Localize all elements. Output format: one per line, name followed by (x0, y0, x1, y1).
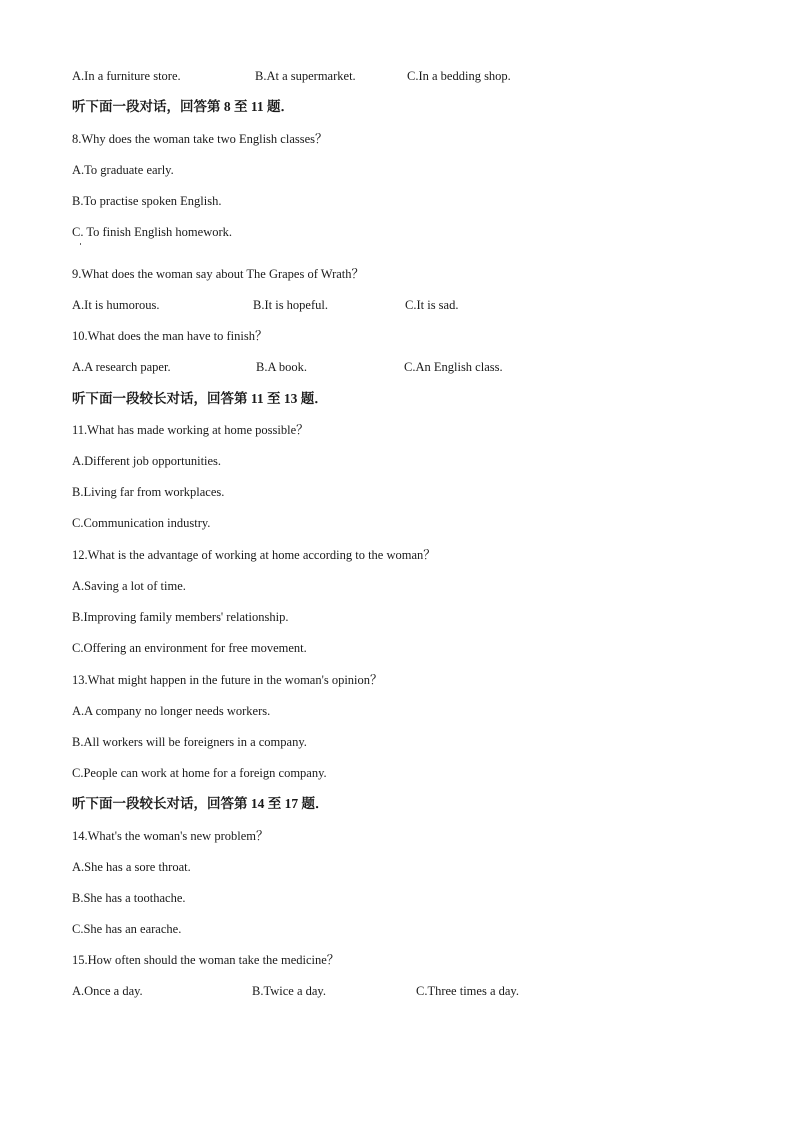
q12-option-a: A.Saving a lot of time. (72, 579, 186, 593)
q14-option-c: C.She has an earache. (72, 922, 182, 936)
q8-option-b: B.To practise spoken English. (72, 194, 222, 208)
q12-option-c: C.Offering an environment for free movement. (72, 641, 307, 655)
q9-option-c: C.It is sad. (405, 298, 459, 312)
q15-option-a: A.Once a day. (72, 984, 143, 998)
q10-option-a: A.A research paper. (72, 360, 171, 374)
q9-question: 9.What does the woman say about The Grapes of Wrath？ (72, 267, 365, 281)
q14-question: 14.What's the woman's new problem？ (72, 829, 269, 843)
q13-option-b: B.All workers will be foreigners in a company. (72, 735, 307, 749)
q7-options (72, 68, 712, 84)
q13-question: 13.What might happen in the future in the woman's opinion？ (72, 673, 383, 687)
q8-option-a: A.To graduate early. (72, 163, 174, 177)
q7-option-a: A.In a furniture store. (72, 69, 181, 83)
q10-options (72, 359, 712, 375)
stray-mark (80, 243, 81, 245)
q10-question: 10.What does the man have to finish？ (72, 329, 268, 343)
q8-question: 8.Why does the woman take two English classes？ (72, 132, 328, 146)
q9-options (72, 297, 712, 313)
q11-option-b: B.Living far from workplaces. (72, 485, 225, 499)
q15-question: 15.How often should the woman take the medicine？ (72, 953, 340, 967)
q12-option-b: B.Improving family members' relationship. (72, 610, 289, 624)
q8-option-c: C. To finish English homework. (72, 225, 233, 239)
q13-option-a: A.A company no longer needs workers. (72, 704, 271, 718)
q11-option-c: C.Communication industry. (72, 516, 211, 530)
q15-options (72, 983, 712, 999)
q9-option-b: B.It is hopeful. (253, 298, 328, 312)
section-heading-14-17: 听下面一段较长对话，回答第 14 至 17 题． (72, 796, 329, 811)
section-heading-8-11: 听下面一段对话，回答第 8 至 11 题． (72, 99, 295, 114)
q15-option-c: C.Three times a day. (416, 984, 519, 998)
q14-option-a: A.She has a sore throat. (72, 860, 191, 874)
q14-option-b: B.She has a toothache. (72, 891, 186, 905)
q10-option-c: C.An English class. (404, 360, 503, 374)
q11-option-a: A.Different job opportunities. (72, 454, 222, 468)
q12-question: 12.What is the advantage of working at home according to the woman？ (72, 548, 436, 562)
q7-option-c: C.In a bedding shop. (407, 69, 511, 83)
q10-option-b: B.A book. (256, 360, 308, 374)
q9-option-a: A.It is humorous. (72, 298, 160, 312)
q13-option-c: C.People can work at home for a foreign company. (72, 766, 327, 780)
section-heading-11-13: 听下面一段较长对话，回答第 11 至 13 题． (72, 391, 328, 406)
q7-option-b: B.At a supermarket. (255, 69, 356, 83)
q15-option-b: B.Twice a day. (252, 984, 326, 998)
q11-question: 11.What has made working at home possible？ (72, 423, 309, 437)
